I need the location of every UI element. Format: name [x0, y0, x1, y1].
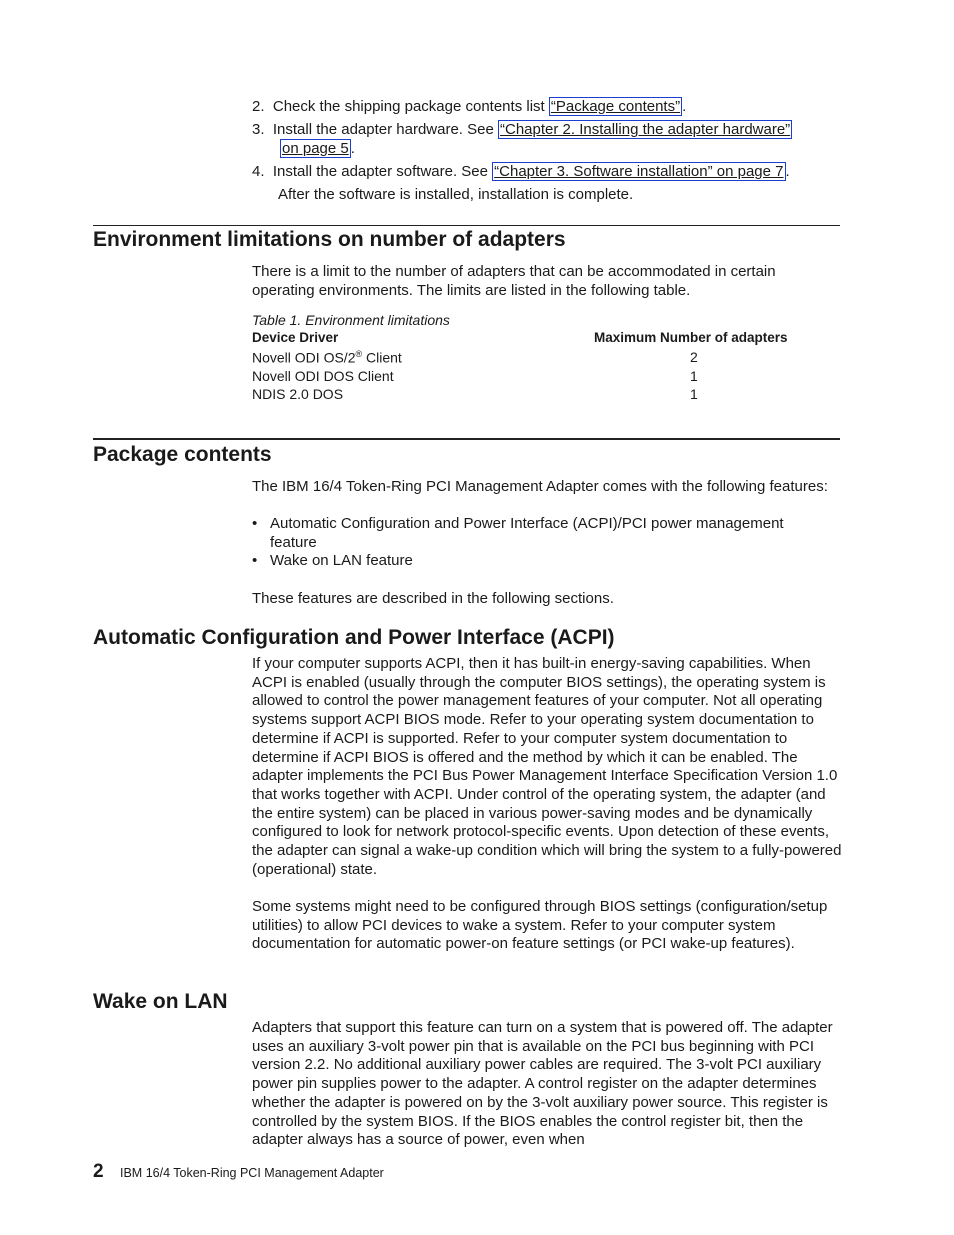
pkg-heading: Package contents: [93, 443, 272, 466]
env-intro: There is a limit to the number of adapters that can be accommodated in certain operating environments. The limits are listed in the following table.: [252, 263, 776, 299]
package-contents-link[interactable]: “Package contents”: [550, 98, 681, 115]
pkg-outro: These features are described in the following sections.: [252, 590, 614, 607]
step-3: [252, 121, 842, 140]
table-row: Novell ODI OS/2® Client: [252, 349, 402, 366]
chapter-2-page-link[interactable]: on page 5: [282, 140, 349, 157]
step-text: Check the shipping package contents list: [272, 98, 549, 115]
table-row: NDIS 2.0 DOS: [252, 386, 344, 402]
list-item: Wake on LAN feature: [270, 552, 413, 569]
section-rule: [93, 225, 840, 226]
table-cell-max: 1: [690, 386, 698, 402]
table-cell-max: 1: [690, 368, 698, 384]
step-3-cont: on page 5 .: [282, 140, 355, 157]
bullet-icon: •: [252, 552, 258, 569]
wol-paragraph: Adapters that support this feature can turn on a system that is powered off. The adapter uses an auxiliary 3-volt power pin that is available on the PCI bus beginning with PCI version 2.2. No additional auxiliary power cables are required. The 3-volt PCI auxiliary power pin supplies power to the adapter. A control register on the adapter determines whether the adapter is powered on by the 3-volt auxiliary power source. This register is controlled by the system BIOS. If the BIOS enables the control register bit, then the adapter always has a source of power, even when: [252, 1019, 833, 1149]
page-number: 2: [93, 1161, 104, 1182]
step-text: Install the adapter hardware. See: [272, 121, 498, 138]
step-4: 4. Install the adapter software. See “Chapter 3. Software installation” on page 7 .: [252, 163, 790, 180]
step-text: Install the adapter software. See: [272, 163, 493, 180]
table-header-driver: Device Driver: [252, 330, 339, 345]
table-header-max: Maximum Number of adapters: [594, 330, 788, 345]
pkg-intro: The IBM 16/4 Token-Ring PCI Management Adapter comes with the following features:: [252, 478, 828, 495]
wol-heading: Wake on LAN: [93, 990, 228, 1013]
step-2: 2. Check the shipping package contents list “Package contents” .: [252, 98, 687, 115]
after-install-text: After the software is installed, installation is complete.: [278, 186, 634, 203]
bullet-icon: •: [252, 515, 258, 532]
acpi-paragraph-1: If your computer supports ACPI, then it has built-in energy-saving capabilities. When ACPI is enabled (usually through the computer BIOS settings), the operating system is allowed to control the power management features of your computer. Not all operating systems support ACPI BIOS mode. Refer to your operating system documentation to determine if ACPI is supported. Refer to your computer system documentation to determine if ACPI BIOS is offered and the method by which it can be enabled. The adapter implements the PCI Bus Power Management Interface Specification Version 1.0 that works together with ACPI. Under control of the operating system, the adapter (and the entire system) can be placed in various power-saving modes and be dynamically configured to look for network protocol-specific events. Upon detection of these events, the adapter can signal a wake-up condition which will bring the system to a fully-powered (operational) state.: [252, 655, 842, 878]
acpi-paragraph-2: Some systems might need to be configured through BIOS settings (configuration/setup utilities) to allow PCI devices to wake a system. Refer to your computer system documentation for automatic power-on feature settings (or PCI wake-up features).: [252, 898, 828, 953]
step-number: 2.: [252, 98, 265, 115]
section-rule: [93, 438, 840, 440]
chapter-3-link[interactable]: “Chapter 3. Software installation” on page 7: [494, 163, 784, 180]
registered-mark: ®: [355, 349, 363, 359]
footer-title: IBM 16/4 Token-Ring PCI Management Adapter: [120, 1166, 384, 1180]
step-number: 3.: [252, 121, 265, 138]
table-row: Novell ODI DOS Client: [252, 368, 394, 384]
table-caption: Table 1. Environment limitations: [252, 312, 450, 328]
env-heading: Environment limitations on number of adapters: [93, 228, 566, 251]
table-cell-max: 2: [690, 349, 698, 365]
list-item: Automatic Configuration and Power Interface (ACPI)/PCI power management feature: [270, 515, 784, 551]
step-number: 4.: [252, 163, 265, 180]
acpi-heading: Automatic Configuration and Power Interface (ACPI): [93, 626, 615, 649]
chapter-2-link[interactable]: “Chapter 2. Installing the adapter hardware”: [500, 121, 791, 138]
